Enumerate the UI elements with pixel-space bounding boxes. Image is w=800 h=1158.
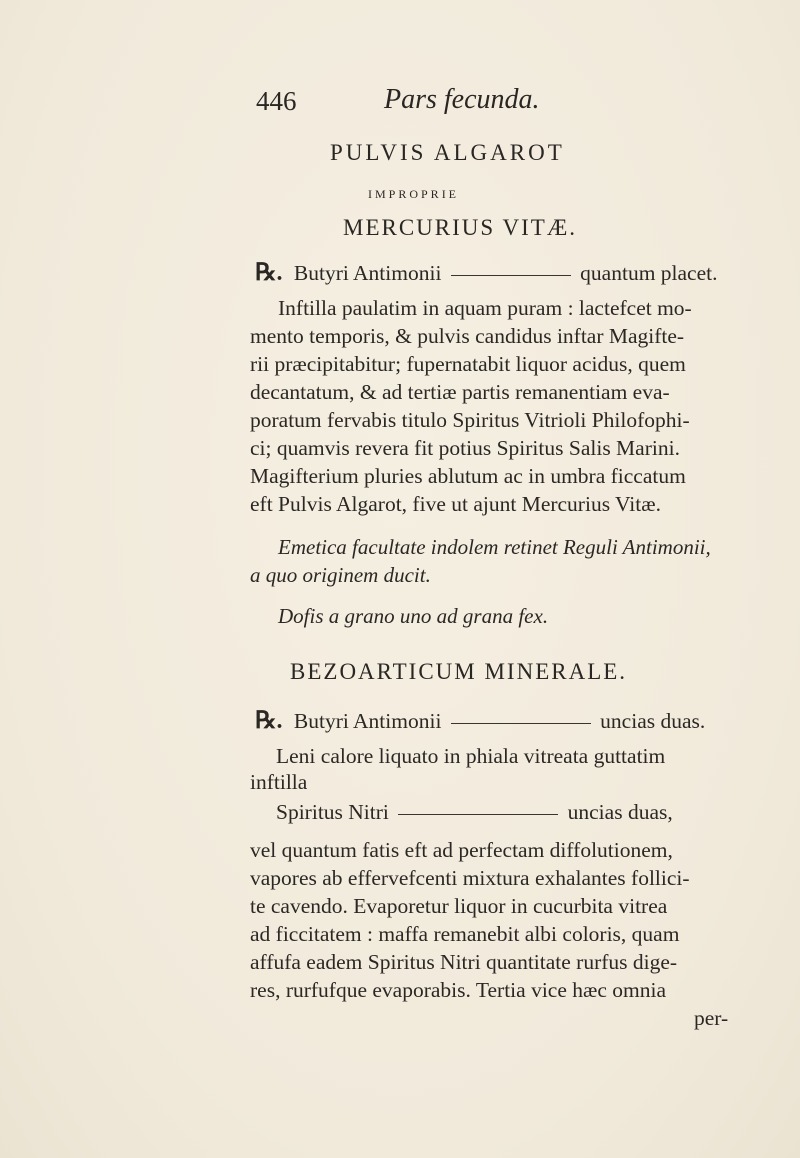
recipe-symbol: ℞. <box>255 260 283 286</box>
recipe-symbol: ℞. <box>255 708 283 734</box>
ingredient-line-spiritus <box>276 800 673 825</box>
leader-rule <box>451 275 571 276</box>
ingredient-quantity: uncias duas, <box>567 800 673 824</box>
body-line: te cavendo. Evaporetur liquor in cucurbita vitrea <box>250 894 668 918</box>
body-line: decantatum, & ad tertiæ partis remanentiam eva- <box>250 380 670 404</box>
leader-rule <box>451 723 591 724</box>
body-line: ad ficcitatem : maffa remanebit albi coloris, quam <box>250 922 680 946</box>
body-line: Leni calore liquato in phiala vitreata guttatim <box>276 744 666 768</box>
body-line: vapores ab effervefcenti mixtura exhalantes follici- <box>250 866 690 890</box>
ingredient-quantity: quantum placet. <box>580 261 718 285</box>
italic-note: a quo originem ducit. <box>250 563 431 587</box>
page-number: 446 <box>256 86 297 116</box>
recipe-title-pulvis-algarot: PULVIS ALGAROT <box>330 140 565 165</box>
recipe-subtitle: IMPROPRIE <box>368 187 460 201</box>
body-line: inftilla <box>250 770 308 794</box>
body-line: ci; quamvis revera fit potius Spiritus Salis Marini. <box>250 436 680 460</box>
body-line: mento temporis, & pulvis candidus inftar Magifte- <box>250 324 685 348</box>
dose-note: Dofis a grano uno ad grana fex. <box>278 604 549 628</box>
body-line: affufa eadem Spiritus Nitri quantitate rurfus dige- <box>250 950 678 974</box>
catchword: per- <box>694 1006 729 1030</box>
ingredient-name: Butyri Antimonii <box>293 261 442 285</box>
body-line: Magifterium pluries ablutum ac in umbra ficcatum <box>250 464 686 488</box>
body-line: poratum fervabis titulo Spiritus Vitrioli Philofophi- <box>250 408 690 432</box>
ingredient-quantity: uncias duas. <box>600 709 706 733</box>
body-line: rii præcipitabitur; fupernatabit liquor acidus, quem <box>250 352 686 376</box>
body-line: vel quantum fatis eft ad perfectam diffolutionem, <box>250 838 673 862</box>
leader-rule <box>398 814 558 815</box>
ingredient-line-butyri <box>255 258 718 287</box>
body-line: res, rurfufque evaporabis. Tertia vice hæc omnia <box>250 978 666 1002</box>
recipe-title-bezoarticum: BEZOARTICUM MINERALE. <box>290 659 628 684</box>
body-line: Inftilla paulatim in aquam puram : lactefcet mo- <box>278 296 692 320</box>
italic-note: Emetica facultate indolem retinet Reguli Antimonii, <box>278 535 711 559</box>
body-line: eft Pulvis Algarot, five ut ajunt Mercurius Vitæ. <box>250 492 661 516</box>
running-title: Pars fecunda. <box>384 84 540 115</box>
ingredient-line-butyri-2 <box>255 706 705 735</box>
recipe-alt-name: MERCURIUS VITÆ. <box>343 215 578 240</box>
ingredient-name: Butyri Antimonii <box>293 709 442 733</box>
ingredient-name: Spiritus Nitri <box>276 800 389 824</box>
